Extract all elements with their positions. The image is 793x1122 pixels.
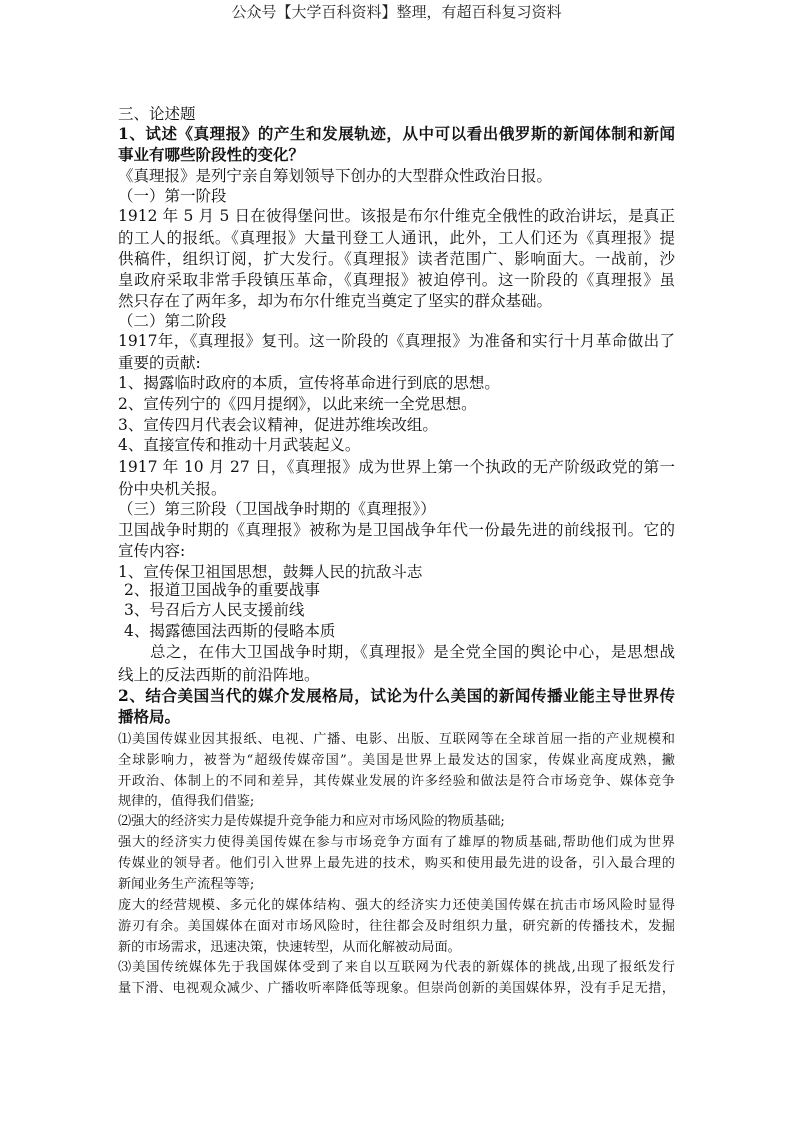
paragraph: 宣传内容: [118,542,186,560]
paragraph: 1912 年 5 月 5 日在彼得堡问世。该报是布尔什维克全俄性的政治讲坛，是真正 [118,207,675,225]
paragraph: 开政治、体制上的不同和差异，其传媒业发展的许多经验和做法是符合市场竞争、媒体竞争 [118,774,675,789]
paragraph: 游刃有余。美国媒体在面对市场风险时，往往都会及时组织力量，研究新的传播技术，发掘 [118,919,675,934]
stage-heading: （三）第三阶段（卫国战争时期的《真理报》） [118,500,436,518]
question-2-title: 2、结合美国当代的媒介发展格局，试论为什么美国的新闻传播业能主导世界传 [118,686,675,705]
list-item: 4、直接宣传和推动十月武装起义。 [118,436,361,454]
paragraph: ⑵强大的经济实力是传媒提升竞争能力和应对市场风险的物质基础; [118,814,505,829]
paragraph: 重要的贡献: [118,354,201,372]
paragraph: 1917年，《真理报》复刊。这一阶段的《真理报》为准备和实行十月革命做出了 [118,332,675,350]
paragraph: 皇政府采取非常手段镇压革命，《真理报》被迫停刊。这一阶段的《真理报》虽 [118,271,675,289]
section-title: 三、论述题 [118,105,196,123]
stage-heading: （一）第一阶段 [118,187,227,205]
list-item: 2、宣传列宁的《四月提纲》，以此来统一全党思想。 [118,395,477,413]
page-header: 公众号【大学百科资料】整理，有超百科复习资料 [231,3,562,21]
list-item: 3、宣传四月代表会议精神，促进苏维埃改组。 [118,416,438,434]
stage-heading: （二）第二阶段 [118,312,227,330]
paragraph: 新的市场需求，迅速决策，快速转型，从而化解被动局面。 [118,940,461,955]
list-item: 3、号召后方人民支援前线 [124,601,305,619]
paragraph: 线上的反法西斯的前沿阵地。 [118,666,320,684]
paragraph: 然只存在了两年多，却为布尔什维克当奠定了坚实的群众基础。 [118,292,553,310]
paragraph: 总之，在伟大卫国战争时期，《真理报》是全党全国的舆论中心，是思想战 [150,643,675,661]
paragraph: ⑶美国传统媒体先于我国媒体受到了来自以互联网为代表的新媒体的挑战,出现了报纸发行 [118,960,675,975]
paragraph: 传媒业的领导者。他们引入世界上最先进的技术，购买和使用最先进的设备，引入最合理的 [118,856,675,871]
paragraph: 供稿件，组织订阅，扩大发行。《真理报》读者范围广、影响面大。一战前，沙 [118,250,675,268]
question-2-title: 播格局。 [118,707,181,726]
paragraph: 份中央机关报。 [118,480,227,498]
paragraph: ⑴美国传媒业因其报纸、电视、广播、电影、出版、互联网等在全球首屈一指的产业规模和 [118,732,675,747]
list-item: 1、宣传保卫祖国思想，鼓舞人民的抗敌斗志 [118,563,423,581]
paragraph: 卫国战争时期的《真理报》被称为是卫国战争年代一份最先进的前线报刊。它的 [118,521,675,539]
paragraph: 庞大的经营规模、多元化的媒体结构、强大的经济实力还使美国传媒在抗击市场风险时显得 [118,898,675,913]
question-1-title: 1、试述《真理报》的产生和发展轨迹，从中可以看出俄罗斯的新闻体制和新闻 [118,124,675,143]
paragraph: 量下滑、电视观众减少、广播收听率降低等现象。但崇尚创新的美国媒体界，没有手足无措， [118,981,675,996]
paragraph: 全球影响力，被誉为“超级传媒帝国”。美国是世界上最发达的国家，传媒业高度成熟，撇 [118,753,675,768]
list-item: 2、报道卫国战争的重要战事 [124,581,320,599]
list-item: 4、揭露德国法西斯的侵略本质 [124,622,336,640]
paragraph: 规律的，值得我们借鉴; [118,794,255,809]
paragraph: 1917 年 10 月 27 日，《真理报》成为世界上第一个执政的无产阶级政党的第一 [118,458,675,476]
paragraph: 的工人的报纸。《真理报》大量刊登工人通讯，此外，工人们还为《真理报》提 [118,229,675,247]
paragraph: 新闻业务生产流程等等; [118,877,255,892]
question-1-title: 事业有哪些阶段性的变化？ [118,145,305,164]
paragraph: 《真理报》是列宁亲自筹划领导下创办的大型群众性政治日报。 [118,167,553,185]
paragraph: 强大的经济实力使得美国传媒在参与市场竞争方面有了雄厚的物质基础,帮助他们成为世界 [118,835,675,850]
list-item: 1、揭露临时政府的本质，宣传将革命进行到底的思想。 [118,374,500,392]
